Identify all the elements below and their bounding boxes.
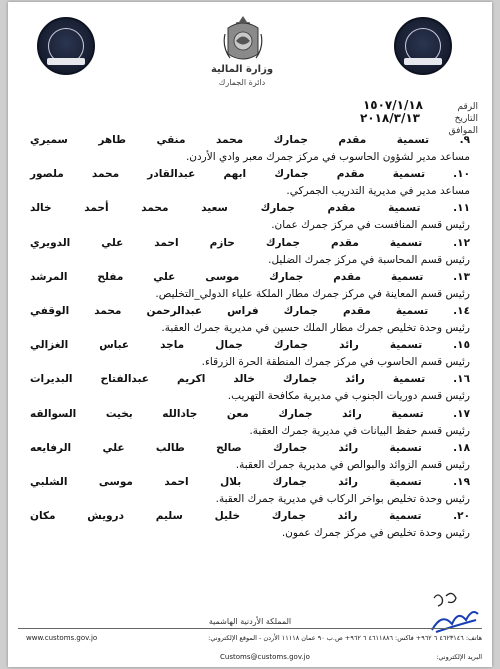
footer-email-label: البريد الإلكتروني:: [436, 653, 482, 661]
footer-website-link[interactable]: www.customs.gov.jo: [26, 634, 98, 642]
list-item: [8, 442, 492, 476]
list-item: [8, 305, 492, 339]
agreed-label: الموافق: [448, 126, 478, 136]
appointment-name: ١٥. تسمية رائد جمارك جمال ماجد عباس الغزالي: [30, 339, 470, 352]
list-item: [8, 237, 492, 271]
appointment-role: رئيس قسم الحاسوب في مركز جمرك المنطقة الحرة الزرقاء.: [201, 356, 470, 369]
footer-email-link[interactable]: Customs@customs.gov.jo: [220, 653, 310, 661]
appointment-name: ١٤. تسمية مقدم جمارك فراس عبدالرحمن محمد الوقفي: [30, 304, 470, 317]
appointment-role: رئيس قسم المنافست في مركز جمرك عمان.: [271, 219, 470, 232]
appointment-name: ١٧. تسمية رائد جمارك معن جادالله بخيت السوالقه: [30, 407, 470, 420]
reference-number: ١٥٠٧/١/١٨: [362, 98, 423, 112]
excellence-award-seal-left: [37, 17, 95, 75]
reference-label: الرقم: [457, 102, 478, 112]
list-item: [8, 134, 492, 168]
appointment-role: رئيس قسم حفظ البيانات في مديرية جمرك العقبة.: [249, 424, 470, 437]
list-item: [8, 202, 492, 236]
appointment-name: ١١. تسمية مقدم جمارك سعيد محمد أحمد خالد: [30, 202, 470, 215]
appointment-role: رئيس وحدة تخليص في مركز جمرك عمون.: [281, 527, 470, 540]
appointment-role: رئيس وحدة تخليص بواخر الركاب في مديرية جمرك العقبة.: [215, 492, 470, 505]
appointment-name: ١٣. تسمية مقدم جمارك موسى علي مفلح المرشد: [30, 270, 470, 283]
ministry-name: وزارة المالية: [210, 64, 274, 75]
date-label: التاريخ: [454, 114, 478, 124]
appointment-name: ١٢. تسمية مقدم جمارك حازم احمد علي الدويري: [30, 236, 470, 249]
appointment-role: رئيس قسم المحاسبة في مركز جمرك الضليل.: [268, 253, 470, 266]
appointment-role: رئيس قسم المعاينة في مركز جمرك مطار الملكة علياء الدولي_التخليص.: [155, 287, 470, 300]
list-item: [8, 339, 492, 373]
list-item: [8, 373, 492, 407]
appointment-name: ٩. تسمية مقدم جمارك محمد منقي طاهر سميري: [30, 134, 470, 146]
document-page: [8, 2, 492, 667]
list-item: [8, 408, 492, 442]
department-name: دائرة الجمارك: [218, 78, 266, 87]
list-item: [8, 476, 492, 510]
footer-divider: [18, 628, 482, 629]
appointments-list: [8, 134, 492, 544]
appointment-name: ١٦. تسمية رائد جمارك خالد اكريم عبدالفتاح البديرات: [30, 373, 470, 386]
handwritten-signature: [428, 590, 480, 636]
appointment-name: ٢٠. تسمية رائد جمارك خليل سليم درويش مكان: [30, 510, 470, 523]
appointment-name: ١٩. تسمية رائد جمارك بلال احمد موسى الشلبي: [30, 475, 470, 488]
footer-country-name: المملكة الأردنية الهاشمية: [208, 617, 292, 626]
appointment-role: رئيس قسم دوريات الجنوب في مديرية مكافحة التهريب.: [227, 390, 470, 403]
date-value: ٢٠١٨/٣/١٣: [359, 111, 420, 125]
appointment-name: ١٨. تسمية رائد جمارك صالح طالب علي الرفايعه: [30, 441, 470, 454]
appointment-name: ١٠. تسمية مقدم جمارك ابهم عبدالقادر محمد ملصور: [30, 168, 470, 181]
excellence-award-seal-right: [394, 17, 452, 75]
list-item: [8, 168, 492, 202]
appointment-role: رئيس وحدة تخليص جمرك مطار الملك حسين في مديرية جمرك العقبة.: [161, 321, 470, 334]
list-item: [8, 510, 492, 544]
appointment-role: مساعد مدير في مديرية التدريب الجمركي.: [286, 185, 470, 198]
list-item: [8, 271, 492, 305]
appointment-role: رئيس قسم الزوائد والبوالص في مديرية جمرك العقبة.: [235, 458, 470, 471]
footer-contact-info: هاتف: ٤٦٢٣١٤٦ ٦ ٩٦٢+ فاكس: ٤٦١١٨٨٦ ٦ ٩٦٢+ ص.ب ٩٠ عمان ١١١١٨ الأردن - الموقع الإلكتروني:: [208, 634, 482, 642]
jordan-coat-of-arms-emblem: [222, 14, 264, 64]
appointment-role: مساعد مدير لشؤون الحاسوب في مركز جمرك معبر وادي الأردن.: [185, 151, 470, 163]
